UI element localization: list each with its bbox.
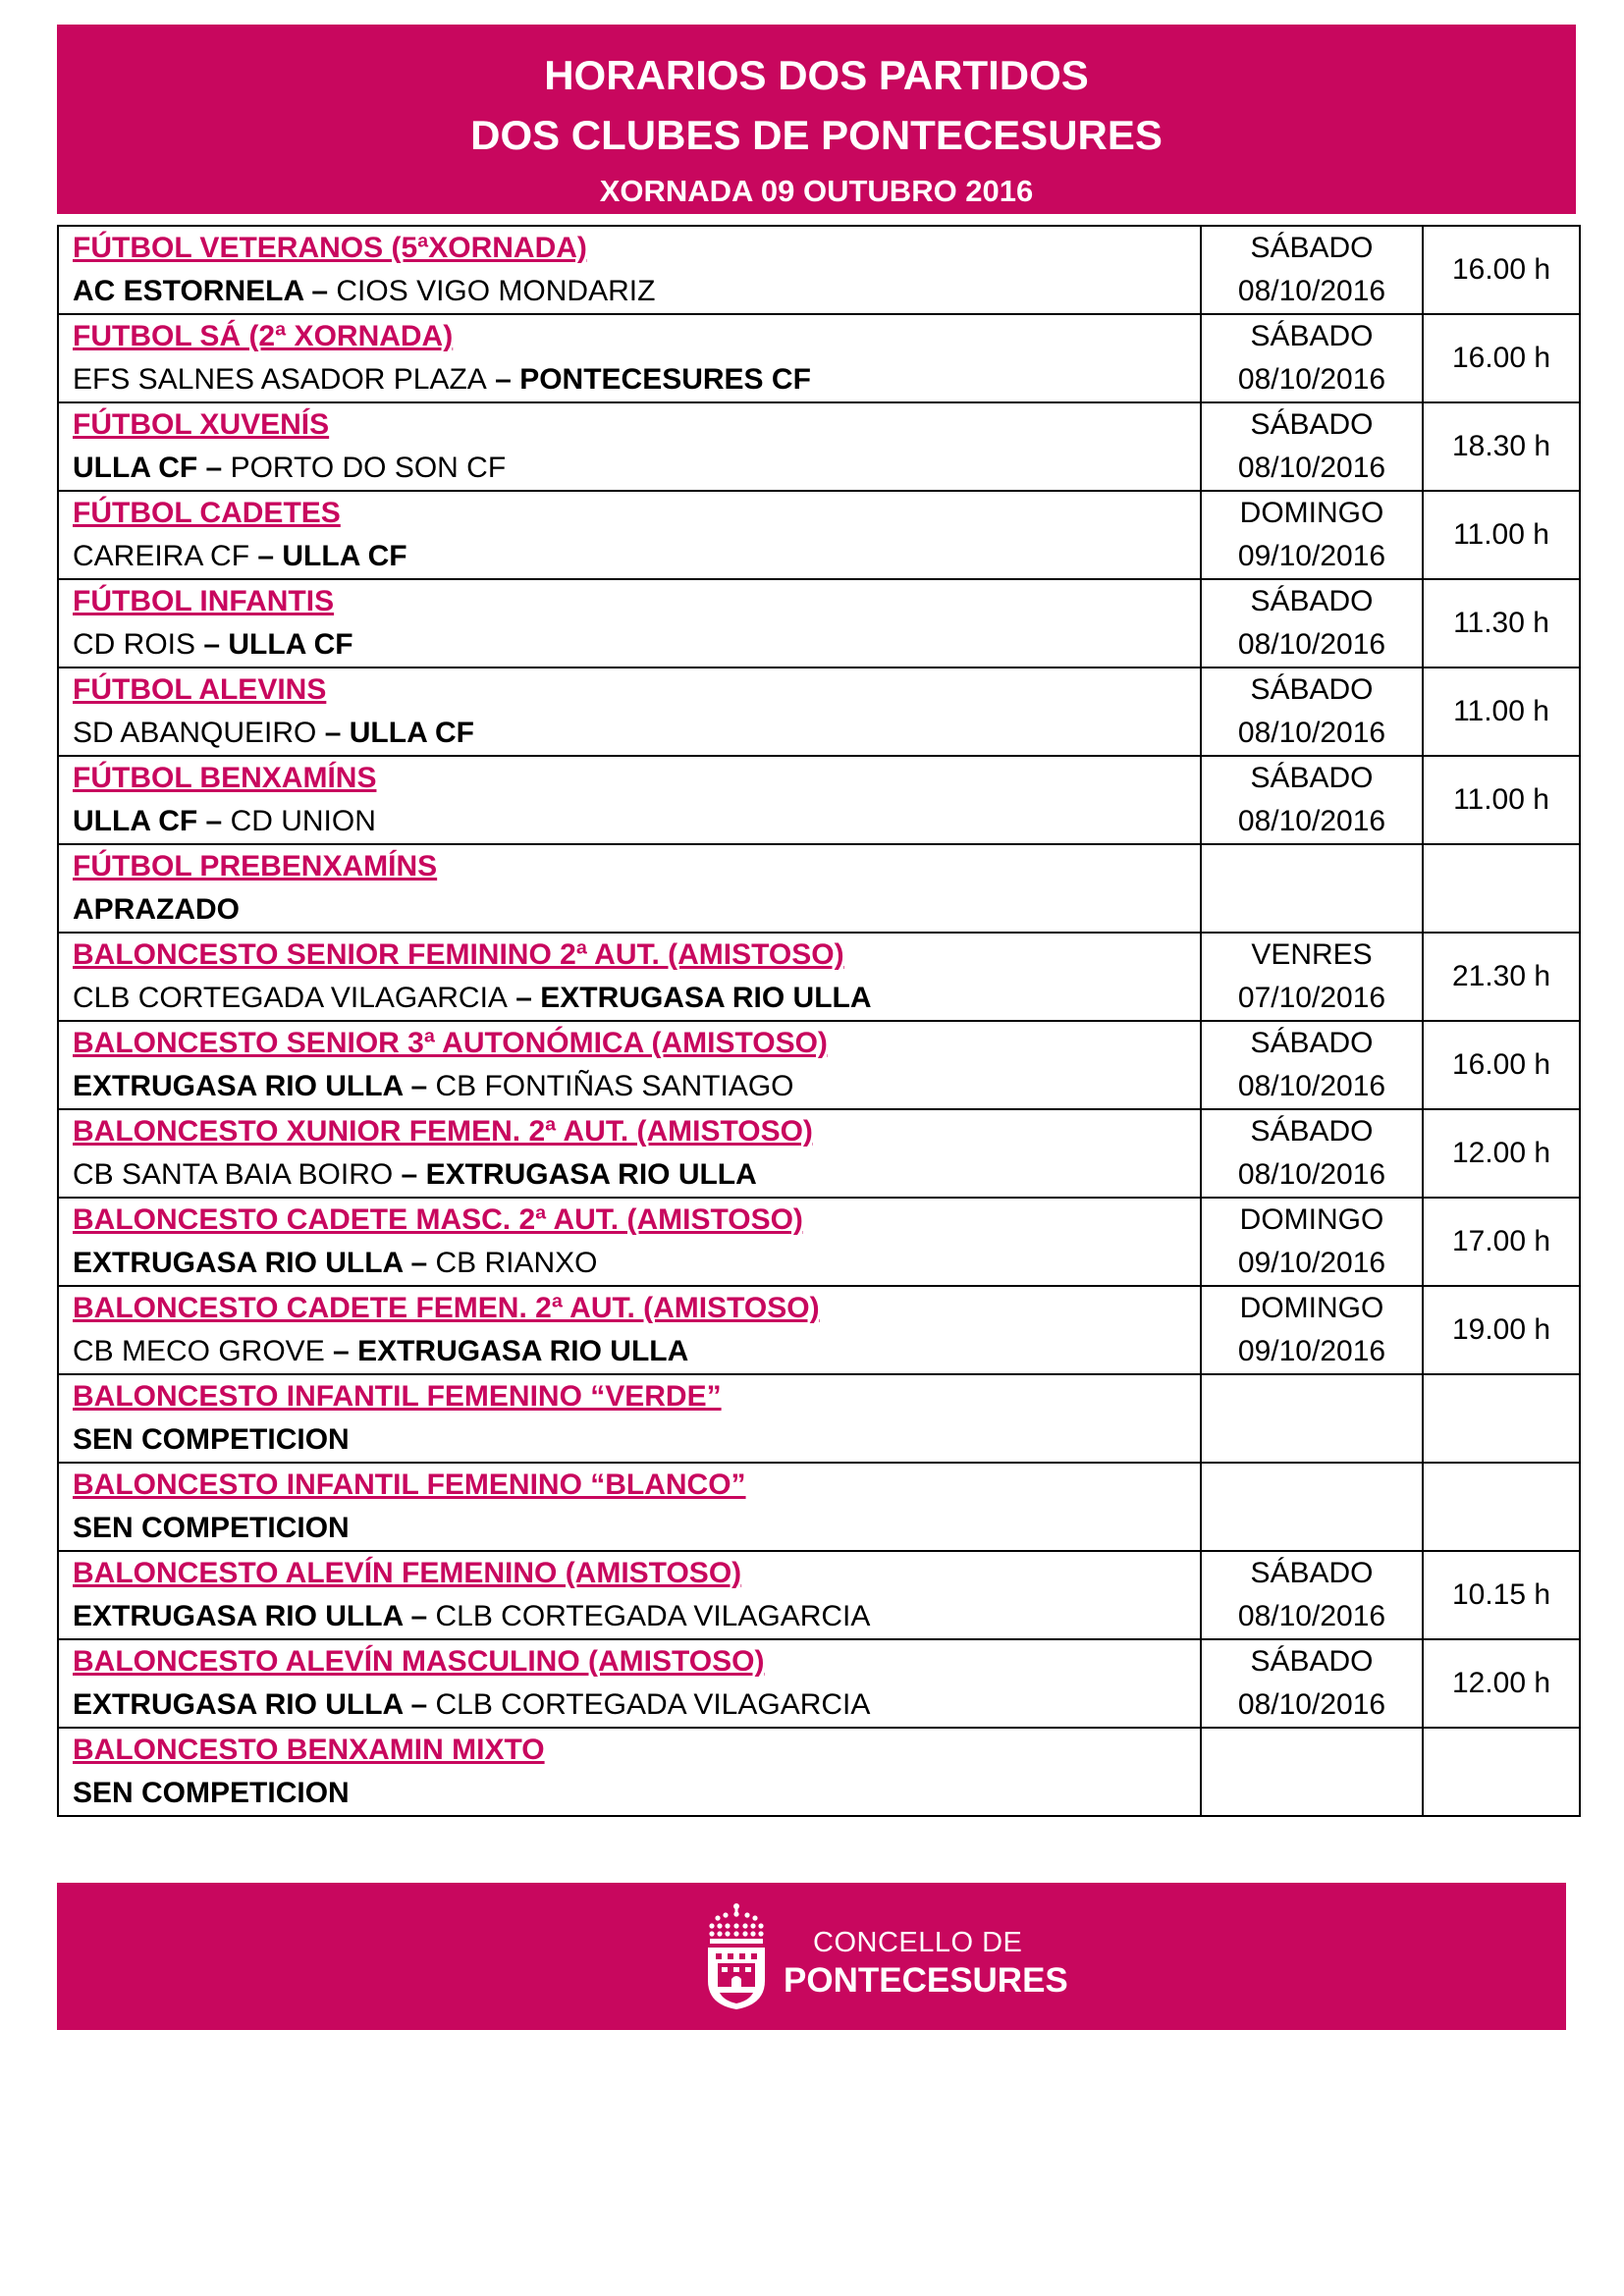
match-day: DOMINGO bbox=[1239, 1203, 1384, 1236]
match-date: 09/10/2016 bbox=[1237, 1335, 1386, 1367]
time-cell bbox=[1423, 226, 1580, 314]
category-title: FÚTBOL ALEVINS bbox=[73, 673, 327, 706]
match-teams bbox=[73, 270, 1200, 313]
match-date: 08/10/2016 bbox=[1237, 1688, 1386, 1721]
vs-separator: – bbox=[507, 982, 541, 1014]
match-time: 16.00 h bbox=[1451, 1048, 1551, 1081]
match-teams bbox=[73, 1153, 1200, 1197]
home-team: CAREIRA CF bbox=[73, 540, 250, 572]
logo-text-pontecesures: PONTECESURES bbox=[784, 1961, 1068, 2000]
match-day: SÁBADO bbox=[1250, 1027, 1374, 1059]
match-teams bbox=[73, 623, 1200, 667]
away-team: EXTRUGASA RIO ULLA bbox=[540, 982, 872, 1014]
home-team: ULLA CF bbox=[73, 452, 198, 484]
table-row bbox=[58, 1728, 1580, 1816]
time-cell bbox=[1423, 1551, 1580, 1639]
date-cell bbox=[1201, 756, 1423, 844]
table-row bbox=[58, 1286, 1580, 1374]
match-time: 11.30 h bbox=[1453, 607, 1549, 639]
match-teams bbox=[73, 1418, 1200, 1462]
vs-separator: – bbox=[403, 1688, 436, 1721]
category-title: BALONCESTO BENXAMIN MIXTO bbox=[73, 1734, 545, 1766]
category-title: FÚTBOL XUVENÍS bbox=[73, 408, 330, 441]
vs-separator: – bbox=[249, 540, 283, 572]
category-title: BALONCESTO CADETE FEMEN. 2ª AUT. (AMISTOSO) bbox=[73, 1292, 820, 1324]
vs-separator: – bbox=[195, 628, 229, 661]
table-row bbox=[58, 1639, 1580, 1728]
match-date: 09/10/2016 bbox=[1237, 540, 1386, 572]
match-cell bbox=[58, 844, 1201, 933]
match-time: 21.30 h bbox=[1451, 960, 1551, 992]
table-row bbox=[58, 933, 1580, 1021]
date-cell bbox=[1201, 1109, 1423, 1198]
away-team: CLB CORTEGADA VILAGARCIA bbox=[435, 1600, 871, 1632]
match-teams bbox=[73, 1772, 1200, 1815]
match-cell bbox=[58, 1551, 1201, 1639]
match-cell bbox=[58, 491, 1201, 579]
match-date: 08/10/2016 bbox=[1237, 1600, 1386, 1632]
vs-separator: – bbox=[197, 452, 231, 484]
match-cell bbox=[58, 1374, 1201, 1463]
match-date: 08/10/2016 bbox=[1237, 805, 1386, 837]
away-team: CLB CORTEGADA VILAGARCIA bbox=[435, 1688, 871, 1721]
time-cell bbox=[1423, 756, 1580, 844]
header-title-line1: HORARIOS DOS PARTIDOS bbox=[544, 52, 1089, 98]
match-teams bbox=[73, 1065, 1200, 1108]
home-team: CB SANTA BAIA BOIRO bbox=[73, 1158, 394, 1191]
match-teams bbox=[73, 977, 1200, 1020]
match-day: SÁBADO bbox=[1250, 320, 1374, 352]
match-cell bbox=[58, 1286, 1201, 1374]
time-cell bbox=[1423, 1639, 1580, 1728]
home-team: AC ESTORNELA bbox=[73, 275, 304, 307]
match-date: 08/10/2016 bbox=[1237, 1158, 1386, 1191]
match-teams bbox=[73, 1683, 1200, 1727]
table-row bbox=[58, 1374, 1580, 1463]
date-cell bbox=[1201, 491, 1423, 579]
time-cell bbox=[1423, 844, 1580, 933]
table-row bbox=[58, 314, 1580, 402]
category-title: BALONCESTO INFANTIL FEMENINO “VERDE” bbox=[73, 1380, 722, 1413]
match-cell bbox=[58, 226, 1201, 314]
date-cell bbox=[1201, 579, 1423, 667]
match-cell bbox=[58, 756, 1201, 844]
match-time: 11.00 h bbox=[1453, 695, 1549, 727]
date-cell bbox=[1201, 844, 1423, 933]
match-day: SÁBADO bbox=[1250, 762, 1374, 794]
match-date: 08/10/2016 bbox=[1237, 452, 1386, 484]
table-row bbox=[58, 1109, 1580, 1198]
match-cell bbox=[58, 1198, 1201, 1286]
time-cell bbox=[1423, 402, 1580, 491]
match-teams bbox=[73, 1507, 1200, 1550]
match-time: 19.00 h bbox=[1451, 1313, 1551, 1346]
table-row bbox=[58, 667, 1580, 756]
time-cell bbox=[1423, 1728, 1580, 1816]
match-cell bbox=[58, 402, 1201, 491]
home-team: ULLA CF bbox=[73, 805, 198, 837]
table-row bbox=[58, 1463, 1580, 1551]
category-title: FÚTBOL BENXAMÍNS bbox=[73, 762, 377, 794]
match-teams bbox=[73, 358, 1200, 401]
table-row bbox=[58, 756, 1580, 844]
home-team: EXTRUGASA RIO ULLA bbox=[73, 1247, 404, 1279]
home-team: EXTRUGASA RIO ULLA bbox=[73, 1070, 404, 1102]
time-cell bbox=[1423, 579, 1580, 667]
match-day: SÁBADO bbox=[1250, 1115, 1374, 1148]
match-teams bbox=[73, 1242, 1200, 1285]
match-note: SEN COMPETICION bbox=[73, 1512, 350, 1544]
match-day: SÁBADO bbox=[1250, 585, 1374, 617]
table-row bbox=[58, 226, 1580, 314]
match-cell bbox=[58, 314, 1201, 402]
time-cell bbox=[1423, 933, 1580, 1021]
time-cell bbox=[1423, 1463, 1580, 1551]
date-cell bbox=[1201, 1021, 1423, 1109]
vs-separator: – bbox=[403, 1600, 436, 1632]
match-teams bbox=[73, 888, 1200, 932]
match-time: 12.00 h bbox=[1451, 1137, 1551, 1169]
match-cell bbox=[58, 1021, 1201, 1109]
category-title: FÚTBOL VETERANOS (5ªXORNADA) bbox=[73, 232, 587, 264]
match-day: VENRES bbox=[1251, 938, 1373, 971]
match-date: 08/10/2016 bbox=[1237, 1070, 1386, 1102]
match-teams bbox=[73, 535, 1200, 578]
match-cell bbox=[58, 1463, 1201, 1551]
header-subtitle: XORNADA 09 OUTUBRO 2016 bbox=[599, 174, 1034, 208]
category-title: BALONCESTO INFANTIL FEMENINO “BLANCO” bbox=[73, 1468, 746, 1501]
vs-separator: – bbox=[197, 805, 231, 837]
match-time: 11.00 h bbox=[1453, 783, 1549, 816]
away-team: CD UNION bbox=[230, 805, 376, 837]
match-cell bbox=[58, 579, 1201, 667]
date-cell bbox=[1201, 1551, 1423, 1639]
match-time: 12.00 h bbox=[1451, 1667, 1551, 1699]
home-team: SD ABANQUEIRO bbox=[73, 717, 317, 749]
match-teams bbox=[73, 712, 1200, 755]
match-time: 16.00 h bbox=[1451, 342, 1551, 374]
away-team: CIOS VIGO MONDARIZ bbox=[336, 275, 656, 307]
category-title: FÚTBOL PREBENXAMÍNS bbox=[73, 850, 438, 882]
date-cell bbox=[1201, 667, 1423, 756]
home-team: CLB CORTEGADA VILAGARCIA bbox=[73, 982, 508, 1014]
date-cell bbox=[1201, 1198, 1423, 1286]
match-time: 18.30 h bbox=[1451, 430, 1551, 462]
vs-separator: – bbox=[324, 1335, 358, 1367]
match-day: SÁBADO bbox=[1250, 408, 1374, 441]
category-title: BALONCESTO XUNIOR FEMEN. 2ª AUT. (AMISTOSO) bbox=[73, 1115, 813, 1148]
time-cell bbox=[1423, 667, 1580, 756]
category-title: BALONCESTO ALEVÍN FEMENINO (AMISTOSO) bbox=[73, 1557, 742, 1589]
match-note: SEN COMPETICION bbox=[73, 1777, 350, 1809]
date-cell bbox=[1201, 1463, 1423, 1551]
time-cell bbox=[1423, 1286, 1580, 1374]
match-cell bbox=[58, 667, 1201, 756]
category-title: FUTBOL SÁ (2ª XORNADA) bbox=[73, 320, 454, 352]
category-title: FÚTBOL CADETES bbox=[73, 497, 341, 529]
vs-separator: – bbox=[316, 717, 350, 749]
match-teams bbox=[73, 1595, 1200, 1638]
away-team: ULLA CF bbox=[228, 628, 353, 661]
match-teams bbox=[73, 1330, 1200, 1373]
table-row bbox=[58, 579, 1580, 667]
category-title: BALONCESTO CADETE MASC. 2ª AUT. (AMISTOSO) bbox=[73, 1203, 803, 1236]
away-team: PONTECESURES CF bbox=[519, 363, 811, 396]
match-cell bbox=[58, 1109, 1201, 1198]
match-date: 08/10/2016 bbox=[1237, 628, 1386, 661]
match-day: SÁBADO bbox=[1250, 1645, 1374, 1678]
table-row bbox=[58, 1021, 1580, 1109]
match-day: SÁBADO bbox=[1250, 673, 1374, 706]
date-cell bbox=[1201, 933, 1423, 1021]
match-date: 09/10/2016 bbox=[1237, 1247, 1386, 1279]
schedule-table bbox=[57, 225, 1581, 1817]
table-row bbox=[58, 491, 1580, 579]
date-cell bbox=[1201, 314, 1423, 402]
time-cell bbox=[1423, 1198, 1580, 1286]
date-cell bbox=[1201, 1286, 1423, 1374]
match-time: 11.00 h bbox=[1453, 518, 1549, 551]
vs-separator: – bbox=[303, 275, 337, 307]
match-cell bbox=[58, 1639, 1201, 1728]
date-cell bbox=[1201, 226, 1423, 314]
vs-separator: – bbox=[486, 363, 520, 396]
time-cell bbox=[1423, 1109, 1580, 1198]
vs-separator: – bbox=[403, 1247, 436, 1279]
date-cell bbox=[1201, 1374, 1423, 1463]
match-time: 17.00 h bbox=[1451, 1225, 1551, 1257]
match-day: DOMINGO bbox=[1239, 1292, 1384, 1324]
category-title: FÚTBOL INFANTIS bbox=[73, 585, 335, 617]
table-row bbox=[58, 1551, 1580, 1639]
match-cell bbox=[58, 933, 1201, 1021]
date-cell bbox=[1201, 1639, 1423, 1728]
match-day: DOMINGO bbox=[1239, 497, 1384, 529]
home-team: CB MECO GROVE bbox=[73, 1335, 325, 1367]
home-team: CD ROIS bbox=[73, 628, 196, 661]
match-date: 08/10/2016 bbox=[1237, 363, 1386, 396]
table-row bbox=[58, 844, 1580, 933]
category-title: BALONCESTO SENIOR 3ª AUTONÓMICA (AMISTOSO) bbox=[73, 1027, 828, 1059]
home-team: EXTRUGASA RIO ULLA bbox=[73, 1688, 404, 1721]
time-cell bbox=[1423, 1374, 1580, 1463]
away-team: CB RIANXO bbox=[435, 1247, 598, 1279]
match-cell bbox=[58, 1728, 1201, 1816]
time-cell bbox=[1423, 314, 1580, 402]
match-note: APRAZADO bbox=[73, 893, 240, 926]
home-team: EXTRUGASA RIO ULLA bbox=[73, 1600, 404, 1632]
away-team: PORTO DO SON CF bbox=[230, 452, 507, 484]
match-time: 10.15 h bbox=[1451, 1578, 1551, 1611]
match-note: SEN COMPETICION bbox=[73, 1423, 350, 1456]
match-day: SÁBADO bbox=[1250, 1557, 1374, 1589]
away-team: ULLA CF bbox=[349, 717, 474, 749]
match-day: SÁBADO bbox=[1250, 232, 1374, 264]
page-header bbox=[57, 25, 1576, 214]
away-team: CB FONTIÑAS SANTIAGO bbox=[435, 1070, 794, 1102]
footer-banner bbox=[57, 1883, 1566, 2030]
away-team: ULLA CF bbox=[282, 540, 407, 572]
time-cell bbox=[1423, 1021, 1580, 1109]
table-row bbox=[58, 402, 1580, 491]
match-time: 16.00 h bbox=[1451, 253, 1551, 286]
category-title: BALONCESTO SENIOR FEMININO 2ª AUT. (AMISTOSO) bbox=[73, 938, 844, 971]
match-date: 08/10/2016 bbox=[1237, 275, 1386, 307]
home-team: EFS SALNES ASADOR PLAZA bbox=[73, 363, 487, 396]
table-row bbox=[58, 1198, 1580, 1286]
away-team: EXTRUGASA RIO ULLA bbox=[357, 1335, 689, 1367]
match-teams bbox=[73, 447, 1200, 490]
vs-separator: – bbox=[403, 1070, 436, 1102]
vs-separator: – bbox=[393, 1158, 426, 1191]
category-title: BALONCESTO ALEVÍN MASCULINO (AMISTOSO) bbox=[73, 1645, 765, 1678]
logo-text-concello: CONCELLO DE bbox=[813, 1927, 1023, 1958]
castle-crest-icon bbox=[706, 1902, 767, 2010]
date-cell bbox=[1201, 402, 1423, 491]
date-cell bbox=[1201, 1728, 1423, 1816]
match-teams bbox=[73, 800, 1200, 843]
time-cell bbox=[1423, 491, 1580, 579]
match-date: 08/10/2016 bbox=[1237, 717, 1386, 749]
away-team: EXTRUGASA RIO ULLA bbox=[425, 1158, 757, 1191]
match-date: 07/10/2016 bbox=[1237, 982, 1386, 1014]
header-title-line2: DOS CLUBES DE PONTECESURES bbox=[470, 112, 1163, 158]
